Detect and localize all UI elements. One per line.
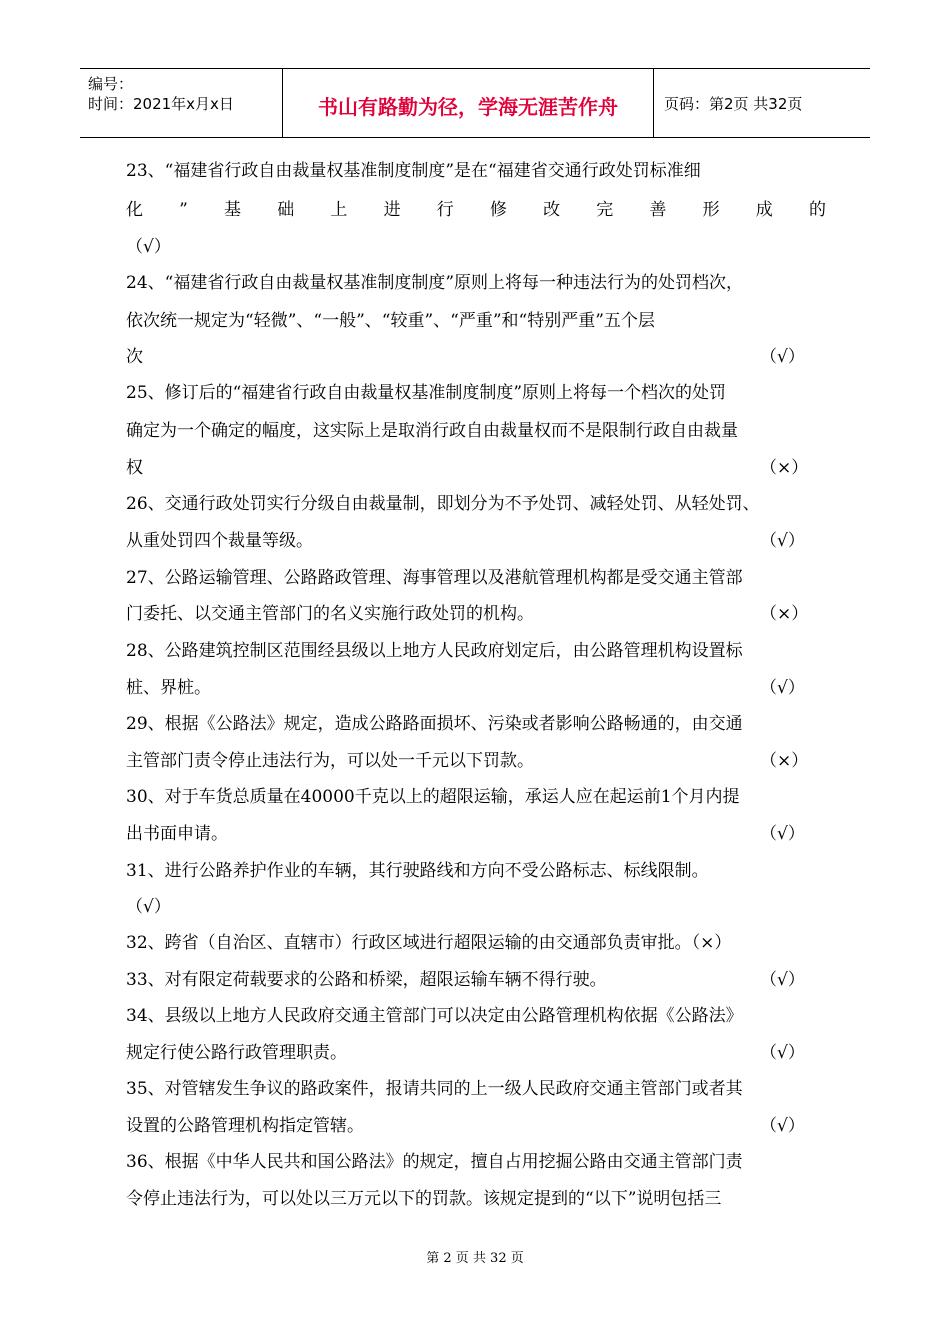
justified-char: 改 <box>543 200 561 220</box>
header-info-cell <box>80 69 283 137</box>
page-header <box>80 68 870 138</box>
justified-char: 的 <box>808 200 826 220</box>
text-line: 31、进行公路养护作业的车辆，其行驶路线和方向不受公路标志、标线限制。 <box>126 861 709 881</box>
text-line: 令停止违法行为，可以处以三万元以下的罚款。该规定提到的“以下”说明包括三 <box>126 1189 722 1209</box>
text-line: 规定行使公路行政管理职责。 <box>126 1043 347 1063</box>
text-line: （√） <box>126 237 171 257</box>
justified-char: 成 <box>755 200 773 220</box>
text-line: 25、修订后的“福建省行政自由裁量权基准制度制度”原则上将每一个档次的处罚 <box>126 383 727 403</box>
text-line: 桩、界桩。 <box>126 678 211 698</box>
text-line: 确定为一个确定的幅度，这实际上是取消行政自由裁量权而不是限制行政自由裁量 <box>126 421 738 441</box>
text-line: 34、县级以上地方人民政府交通主管部门可以决定由公路管理机构依据《公路法》 <box>126 1006 743 1026</box>
text-line: 32、跨省（自治区、直辖市）行政区域进行超限运输的由交通部负责审批。（×） <box>126 933 732 953</box>
justified-char: 善 <box>649 200 667 220</box>
text-line: 出书面申请。 <box>126 824 228 844</box>
document-number-label: 编号： <box>88 75 134 93</box>
text-line: 设置的公路管理机构指定管辖。 <box>126 1116 364 1136</box>
justified-char: 形 <box>702 200 720 220</box>
text-line: 29、根据《公路法》规定，造成公路路面损坏、污染或者影响公路畅通的，由交通 <box>126 714 743 734</box>
header-motto-cell <box>283 69 654 137</box>
header-page-cell <box>654 69 870 137</box>
justified-char: 修 <box>489 200 507 220</box>
answer-mark: （√） <box>760 824 805 844</box>
text-line: 35、对管辖发生争议的路政案件，报请共同的上一级人民政府交通主管部门或者其 <box>126 1079 743 1099</box>
justified-char: 进 <box>383 200 401 220</box>
text-line: 从重处罚四个裁量等级。 <box>126 531 313 551</box>
justified-char: 础 <box>277 200 295 220</box>
text-line: 依次统一规定为“轻微”、“一般”、“较重”、“严重”和“特别严重”五个层 <box>126 311 655 331</box>
answer-mark: （×） <box>760 604 809 624</box>
document-date-label: 时间：2021年x月x日 <box>88 95 234 113</box>
answer-mark: （×） <box>760 458 809 478</box>
answer-mark: （√） <box>760 1116 805 1136</box>
answer-mark: （√） <box>760 347 805 367</box>
text-line: 24、“福建省行政自由裁量权基准制度制度”原则上将每一种违法行为的处罚档次， <box>126 273 744 293</box>
page-footer: 第 2 页 共 32 页 <box>426 1251 524 1266</box>
header-motto: 书山有路勤为径，学海无涯苦作舟 <box>318 95 618 119</box>
justified-char: 基 <box>224 200 242 220</box>
header-page-number: 页码：第2页 共32页 <box>664 95 803 113</box>
justified-char: 上 <box>330 200 348 220</box>
text-line: 27、公路运输管理、公路路政管理、海事管理以及港航管理机构都是受交通主管部 <box>126 568 743 588</box>
justified-char: ” <box>179 200 188 220</box>
justified-char: 完 <box>596 200 614 220</box>
text-line: 主管部门责令停止违法行为，可以处一千元以下罚款。 <box>126 751 534 771</box>
text-line: 33、对有限定荷载要求的公路和桥梁，超限运输车辆不得行驶。 <box>126 970 607 990</box>
text-line: 30、对于车货总质量在40000千克以上的超限运输，承运人应在起运前1个月内提 <box>126 787 740 807</box>
justified-char: 行 <box>436 200 454 220</box>
text-line: 23、“福建省行政自由裁量权基准制度制度”是在“福建省交通行政处罚标准细 <box>126 161 701 181</box>
answer-mark: （√） <box>760 678 805 698</box>
text-line: 次 <box>126 347 143 367</box>
answer-mark: （√） <box>760 1043 805 1063</box>
answer-mark: （×） <box>760 751 809 771</box>
answer-mark: （√） <box>760 531 805 551</box>
justified-text-line <box>126 199 826 221</box>
justified-char: 化 <box>126 200 143 220</box>
text-line: 门委托、以交通主管部门的名义实施行政处罚的机构。 <box>126 604 534 624</box>
text-line: 26、交通行政处罚实行分级自由裁量制，即划分为不予处罚、减轻处罚、从轻处罚、 <box>126 494 760 514</box>
answer-mark: （√） <box>760 970 805 990</box>
text-line: 28、公路建筑控制区范围经县级以上地方人民政府划定后，由公路管理机构设置标 <box>126 641 743 661</box>
text-line: 权 <box>126 458 143 478</box>
text-line: （√） <box>126 897 171 917</box>
text-line: 36、根据《中华人民共和国公路法》的规定，擅自占用挖掘公路由交通主管部门责 <box>126 1152 743 1172</box>
